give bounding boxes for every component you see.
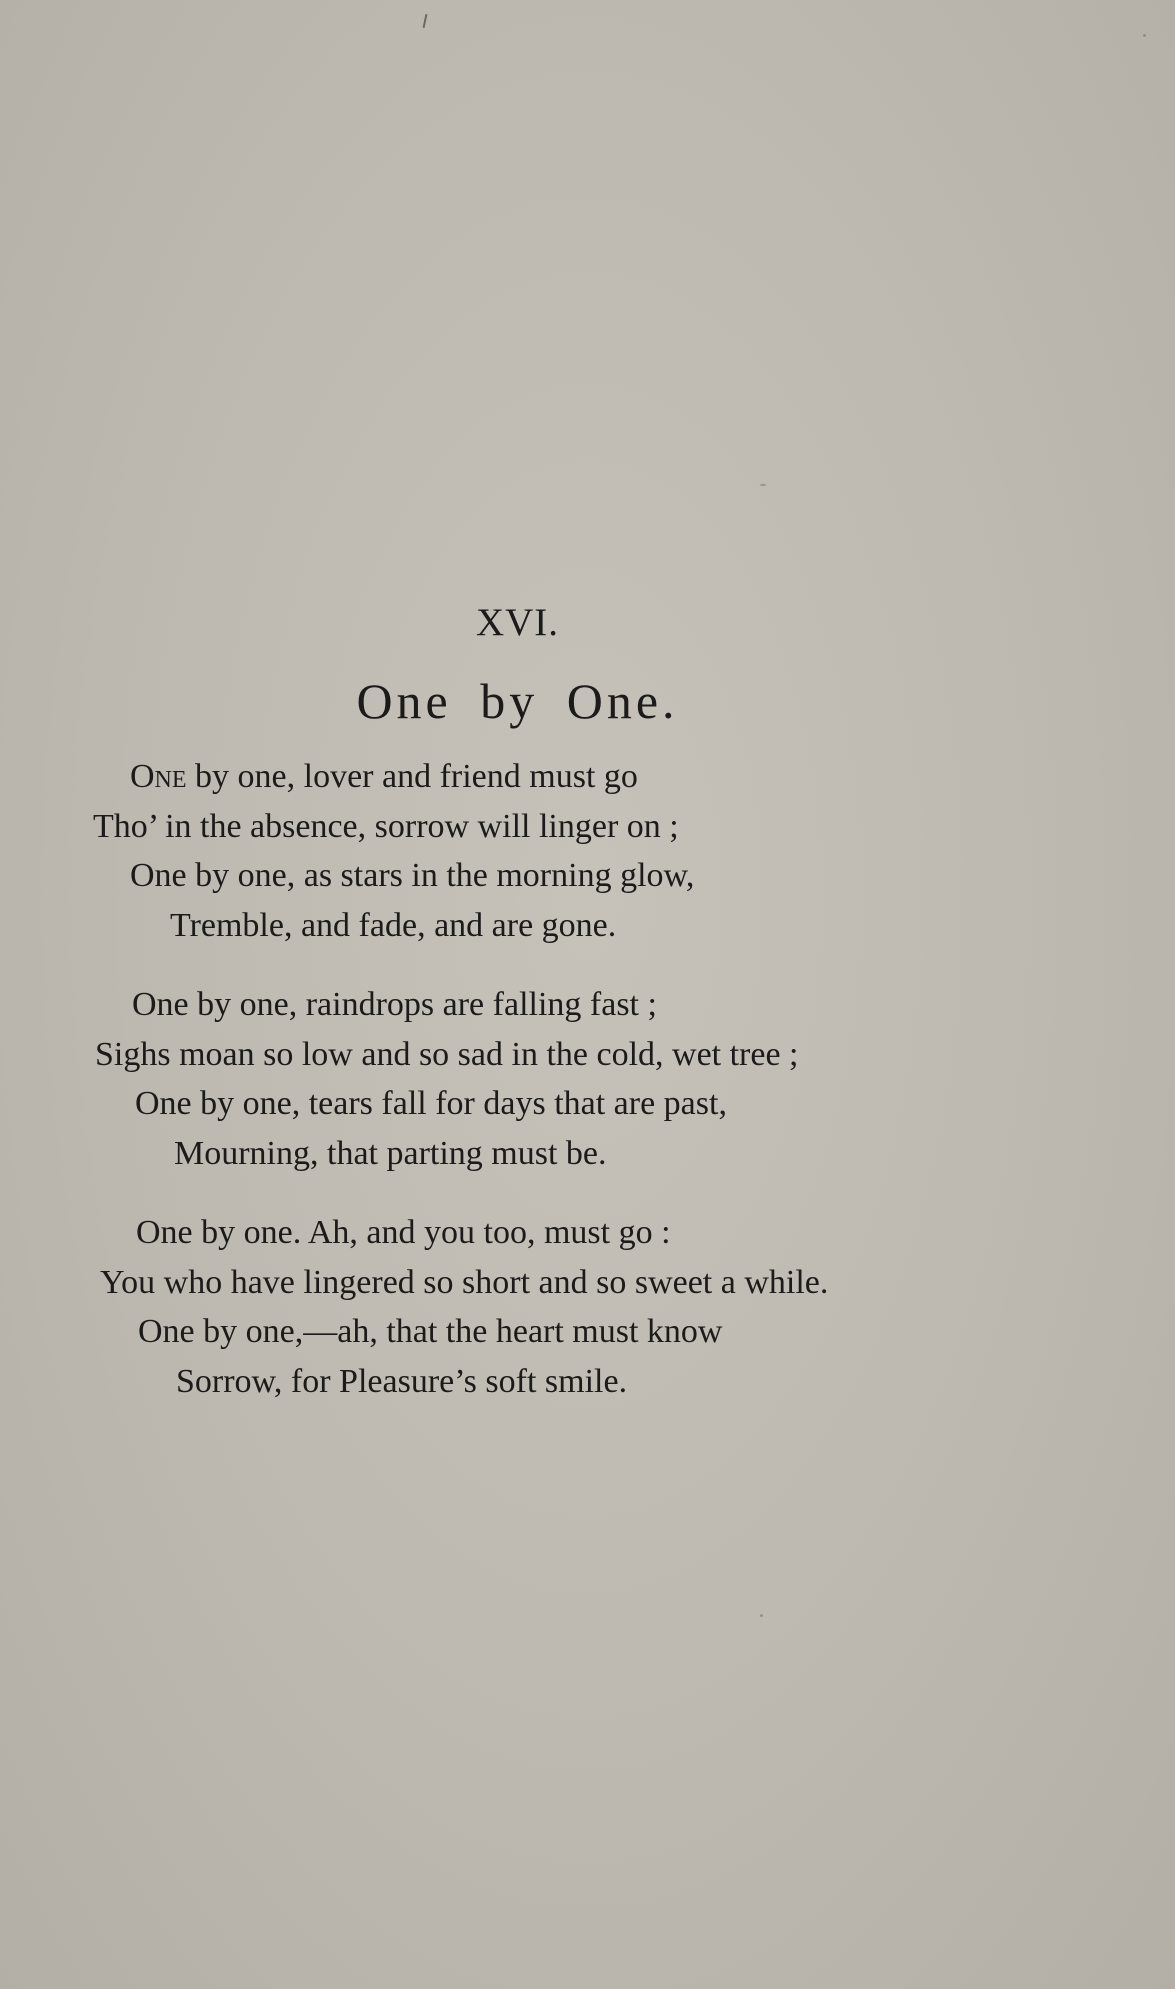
poem-line: Tho’ in the absence, sorrow will linger on ; [93, 807, 679, 845]
initial-word: One [130, 758, 187, 795]
stanza-3 [0, 1208, 1175, 1406]
paper-speck [1143, 34, 1146, 37]
poem-title: One by One. [356, 673, 679, 729]
ink-mark [423, 14, 428, 28]
poem-body [0, 752, 1175, 1436]
poem-line: You who have lingered so short and so sweet a while. [100, 1263, 829, 1301]
poem-line: One by one,—ah, that the heart must know [138, 1313, 723, 1350]
poem-line: Sorrow, for Pleasure’s soft smile. [176, 1362, 628, 1400]
poem-line [0, 752, 1175, 802]
poem-line: One by one, as stars in the morning glow, [130, 857, 695, 894]
paper-speck [760, 1614, 763, 1617]
poem-line: One by one. Ah, and you too, must go : [136, 1214, 671, 1251]
line-text: by one, lover and friend must go [186, 758, 638, 795]
poem-line: Sighs moan so low and so sad in the cold, wet tree ; [95, 1035, 799, 1073]
poem-line: One by one, raindrops are falling fast ; [132, 986, 657, 1023]
poem-line: Tremble, and fade, and are gone. [170, 906, 617, 944]
paper-speck [760, 484, 766, 486]
poem-line: One by one, tears fall for days that are past, [135, 1085, 727, 1122]
poem-line: Mourning, that parting must be. [174, 1134, 607, 1172]
stanza-1 [0, 752, 1175, 950]
stanza-2 [0, 980, 1175, 1178]
chapter-number: XVI. [475, 601, 560, 644]
